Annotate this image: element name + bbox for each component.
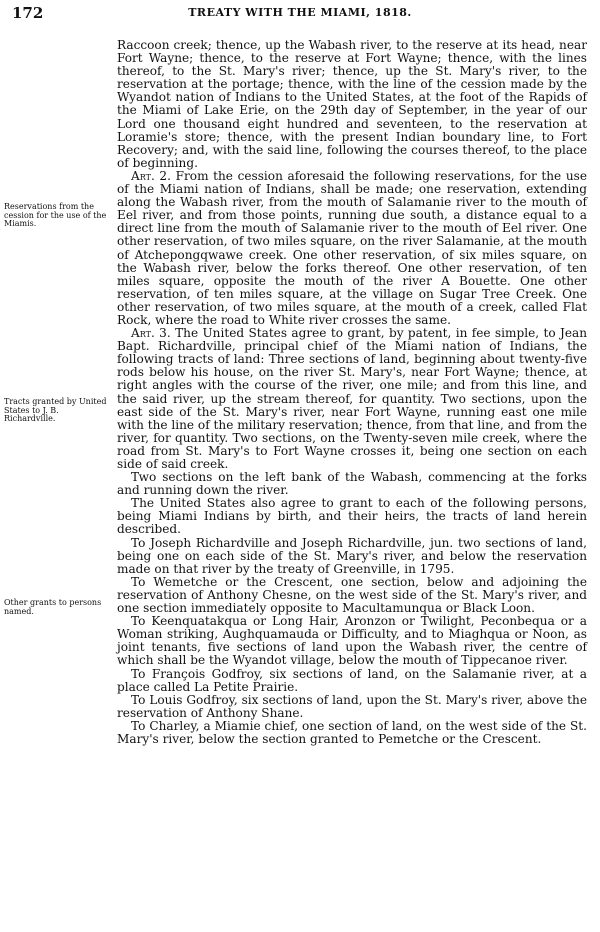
running-title: TREATY WITH THE MIAMI, 1818. xyxy=(188,6,412,19)
paragraph-charley xyxy=(117,720,587,746)
article-label: Art. 2. xyxy=(131,168,171,183)
paragraph-article-2 xyxy=(117,170,587,327)
paragraph-text: To François Godfroy, six sections of land, on the Salamanie river, at a place called La Petite Prairie. xyxy=(117,666,587,694)
paragraph-text: To Wemetche or the Crescent, one section, below and adjoining the reservation of Anthony Chesne, on the west side of the St. Mary's river, and one section immediately opposite to Macultamunqua or Black Loon. xyxy=(117,574,587,616)
paragraph-francois-godfroy xyxy=(117,668,587,694)
paragraph-text: To Louis Godfroy, six sections of land, upon the St. Mary's river, above the reservation of Anthony Shane. xyxy=(117,692,587,720)
treaty-body xyxy=(117,39,587,746)
page-header xyxy=(12,4,588,26)
paragraph-text: To Charley, a Miamie chief, one section of land, on the west side of the St. Mary's river, below the section granted to Pemetche or the Crescent. xyxy=(117,718,587,746)
paragraph-text: From the cession aforesaid the following reservations, for the use of the Miami nation of Indians, shall be made; one reservation, extending along the Wabash river, from the mouth of Salamanie river to the mouth of Eel river, and from those points, running due south, a distance equal to a direct line from the mouth of Salamanie river to the mouth of Eel river. One other reservation, of two miles square, on the river Salamanie, at the mouth of Atchepongqwawe creek. One other reservation, of six miles square, on the Wabash river, below the forks thereof. One other reservation, of ten miles square, opposite the mouth of the river A Bouette. One other reservation, of ten miles square, at the village on Sugar Tree Creek. One other reservation, of two miles square, at the mouth of a creek, called Flat Rock, where the road to White river crosses the same. xyxy=(117,168,587,327)
margin-note-other-grants: Other grants to persons named. xyxy=(4,598,102,616)
paragraph-text: To Joseph Richardville and Joseph Richardville, jun. two sections of land, being one on each side of the St. Mary's river, and below the reservation made on that river by the treaty of Greenville, in 1795. xyxy=(117,535,587,576)
margin-note-richardville-tracts: Tracts granted by United States to J. B. Richardville. xyxy=(4,397,107,424)
paragraph-text: To Keenquatakqua or Long Hair, Aronzon or Twilight, Peconbequa or a Woman striking, Aughquamauda or Difficulty, and to Miaghqua or Noon, as joint tenants, five sections of land upon the Wabash river, the centre of which shall be the Wyandot village, below the mouth of Tippecanoe river. xyxy=(117,614,587,668)
article-label: Art. 3. xyxy=(131,326,171,341)
paragraph-text: Raccoon creek; thence, up the Wabash river, to the reserve at its head, near Fort Wayne; thence, to the reserve at Fort Wayne; thence, with the lines thereof, to the St. Mary's river; thence, up the St. Mary's river, to the reservation at the portage; thence, with the line of the cession made by the Wyandot nation of Indians to the United States, at the foot of the Rapids of the Miami of Lake Erie, on the 29th day of September, in the year of our Lord one thousand eight hundred and seventeen, to the reservation at Loramie's store; thence, with the present Indian boundary line, to Fort Recovery; and, with the said line, following the courses thereof, to the place of beginning. xyxy=(117,38,587,170)
margin-note-reservations: Reservations from the cession for the use of the Miamis. xyxy=(4,202,107,229)
paragraph-louis-godfroy xyxy=(117,694,587,720)
paragraph-text: The United States also agree to grant to each of the following persons, being Miami Indians by birth, and their heirs, the tracts of land herein described. xyxy=(117,496,587,537)
paragraph-text: The United States agree to grant, by patent, in fee simple, to Jean Bapt. Richardville, principal chief of the Miami nation of Indians, the following tracts of land: Three sections of land, beginning about twenty-five rods below his house, on the river St. Mary's, near Fort Wayne; thence, at right angles with the course of the river, one mile; and from this line, and the said river, up the stream thereof, for quantity. Two sections, upon the east side of the St. Mary's river, near Fort Wayne, running east one mile with the line of the military reservation; thence, from that line, and from the river, for quantity. Two sections, on the Twenty-seven mile creek, where the road from St. Mary's to Fort Wayne crosses it, being one section on each side of said creek. xyxy=(117,326,587,471)
paragraph-text: Two sections on the left bank of the Wabash, commencing at the forks and running down the river. xyxy=(117,470,587,498)
page-number: 172 xyxy=(12,4,44,22)
paragraph-article-3 xyxy=(117,327,587,471)
paragraph-joseph-richardville xyxy=(117,537,587,576)
paragraph-other-grants xyxy=(117,497,587,536)
paragraph-keenquatakqua xyxy=(117,615,587,667)
paragraph-wabash-sections xyxy=(117,471,587,497)
paragraph-boundary-continuation xyxy=(117,39,587,170)
paragraph-wemetche xyxy=(117,576,587,615)
